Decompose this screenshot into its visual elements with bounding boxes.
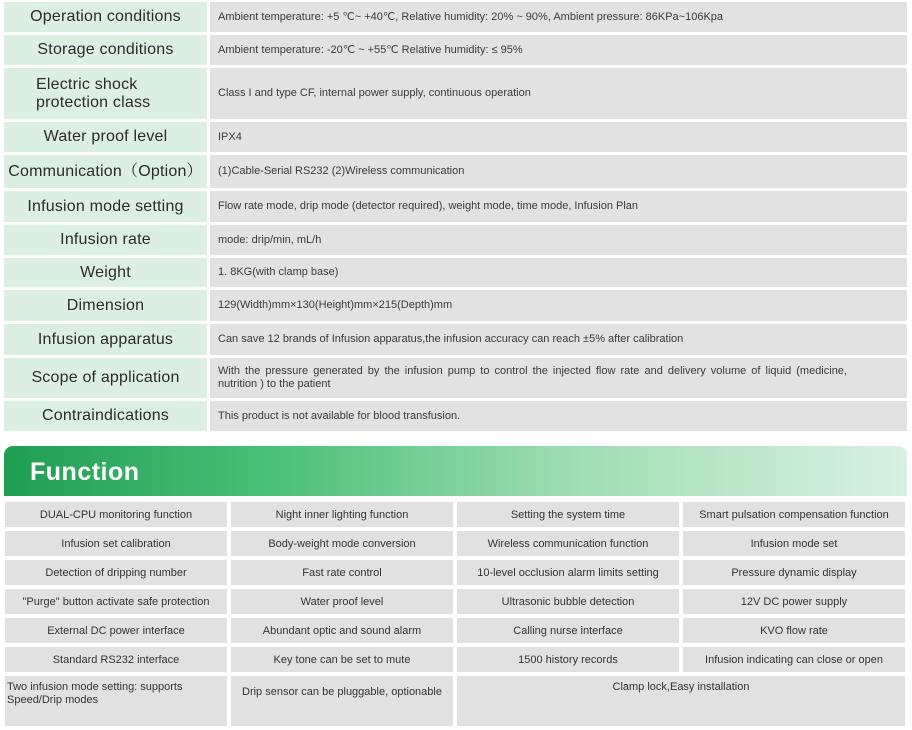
function-cell: 1500 history records [457,647,679,672]
spec-value: 129(Width)mm×130(Height)mm×215(Depth)mm [210,290,907,321]
spec-row-infusion-rate [4,225,907,255]
function-cell: Body-weight mode conversion [231,531,453,556]
spec-value: 1. 8KG(with clamp base) [210,258,907,287]
function-row-last [5,676,908,726]
function-cell: Standard RS232 interface [5,647,227,672]
function-row [5,531,908,556]
spec-label: Electric shock protection class [4,68,207,119]
spec-row-infusion-mode [4,191,907,222]
spec-value: Ambient temperature: -20℃ ~ +55℃ Relative humidity: ≤ 95% [210,35,907,65]
function-cell: Smart pulsation compensation function [683,502,905,527]
function-cell: Setting the system time [457,502,679,527]
spec-row-communication [4,155,907,188]
spec-row-storage-conditions [4,35,907,65]
function-cell: Infusion set calibration [5,531,227,556]
function-title: Function [30,458,140,486]
function-cell: Infusion indicating can close or open [683,647,905,672]
function-row [5,502,908,527]
spec-label: Dimension [4,290,207,321]
function-cell: Clamp lock,Easy installation [457,676,905,726]
function-cell: DUAL-CPU monitoring function [5,502,227,527]
spec-label: Water proof level [4,122,207,152]
spec-value: With the pressure generated by the infusion pump to control the injected flow rate and delivery volume of liquid (medicine, nutrition ) to the patient [210,358,907,398]
spec-value: Flow rate mode, drip mode (detector required), weight mode, time mode, Infusion Plan [210,191,907,222]
function-cell: Abundant optic and sound alarm [231,618,453,643]
function-banner [4,446,907,496]
spec-label: Weight [4,258,207,287]
spec-value: Can save 12 brands of Infusion apparatus,the infusion accuracy can reach ±5% after calibration [210,324,907,355]
spec-label: Scope of application [4,358,207,398]
spec-label: Contraindications [4,401,207,431]
function-cell: "Purge" button activate safe protection [5,589,227,614]
spec-value: IPX4 [210,122,907,152]
spec-value: Ambient temperature: +5 ℃~ +40℃, Relative humidity: 20% ~ 90%, Ambient pressure: 86KPa~106Kpa [210,2,907,32]
spec-value: mode: drip/min, mL/h [210,225,907,255]
function-cell: 10-level occlusion alarm limits setting [457,560,679,585]
spec-label: Operation conditions [4,2,207,32]
spec-row-weight [4,258,907,287]
spec-value: Class I and type CF, internal power supply, continuous operation [210,68,907,119]
spec-row-infusion-apparatus [4,324,907,355]
function-cell: Pressure dynamic display [683,560,905,585]
function-row [5,560,908,585]
spec-label: Storage conditions [4,35,207,65]
spec-row-scope [4,358,907,398]
spec-table [4,2,907,434]
function-cell: Infusion mode set [683,531,905,556]
function-row [5,589,908,614]
spec-label: Infusion rate [4,225,207,255]
function-row [5,618,908,643]
spec-value: This product is not available for blood transfusion. [210,401,907,431]
spec-row-water-proof [4,122,907,152]
spec-value: (1)Cable-Serial RS232 (2)Wireless communication [210,155,907,188]
function-cell: Calling nurse interface [457,618,679,643]
function-cell: KVO flow rate [683,618,905,643]
function-cell: Key tone can be set to mute [231,647,453,672]
spec-row-contraindications [4,401,907,431]
spec-row-electric-shock [4,68,907,119]
spec-row-dimension [4,290,907,321]
function-row [5,647,908,672]
spec-label: Communication（Option） [4,155,207,188]
function-cell: 12V DC power supply [683,589,905,614]
function-cell: Drip sensor can be pluggable, optionable [231,676,453,726]
spec-label: Infusion apparatus [4,324,207,355]
function-cell: Wireless communication function [457,531,679,556]
spec-row-operation-conditions [4,2,907,32]
function-cell: Ultrasonic bubble detection [457,589,679,614]
function-cell: Fast rate control [231,560,453,585]
function-cell: Night inner lighting function [231,502,453,527]
function-cell: Detection of dripping number [5,560,227,585]
spec-label: Infusion mode setting [4,191,207,222]
function-cell: Two infusion mode setting: supports Speed/Drip modes [5,676,227,726]
function-cell: Water proof level [231,589,453,614]
function-grid [5,502,908,730]
function-cell: External DC power interface [5,618,227,643]
